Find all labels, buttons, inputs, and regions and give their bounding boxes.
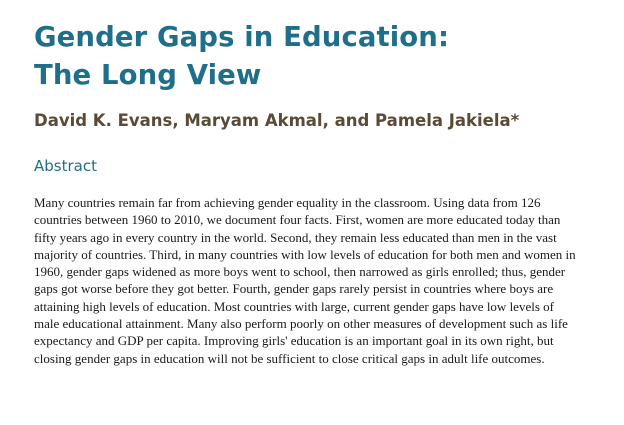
paper-title xyxy=(34,18,594,94)
paper-title-line-1: Gender Gaps in Education: xyxy=(34,21,450,53)
paper-front-matter xyxy=(34,18,594,367)
abstract-body: Many countries remain far from achieving gender equality in the classroom. Using data from 126 countries between 1960 to 2010, we document four facts. First, women are more educated today than fifty years ago in every country in the world. Second, they remain less educated than men in the vast majority of countries. Third, in many countries with low levels of education for both men and women in 1960, gender gaps widened as more boys went to school, then narrowed as girls enrolled; thus, gender gaps got worse before they got better. Fourth, gender gaps rarely persist in countries where boys are attaining high levels of education. Most countries with large, current gender gaps have low levels of male educational attainment. Many also perform poorly on other measures of development such as life expectancy and GDP per capita. Improving girls' education is an important goal in its own right, but closing gender gaps in education will not be sufficient to close critical gaps in adult life outcomes. xyxy=(34,195,576,366)
author-list: David K. Evans, Maryam Akmal, and Pamela Jakiela* xyxy=(34,111,520,130)
paper-title-line-2: The Long View xyxy=(34,59,262,91)
abstract-heading: Abstract xyxy=(34,157,97,175)
